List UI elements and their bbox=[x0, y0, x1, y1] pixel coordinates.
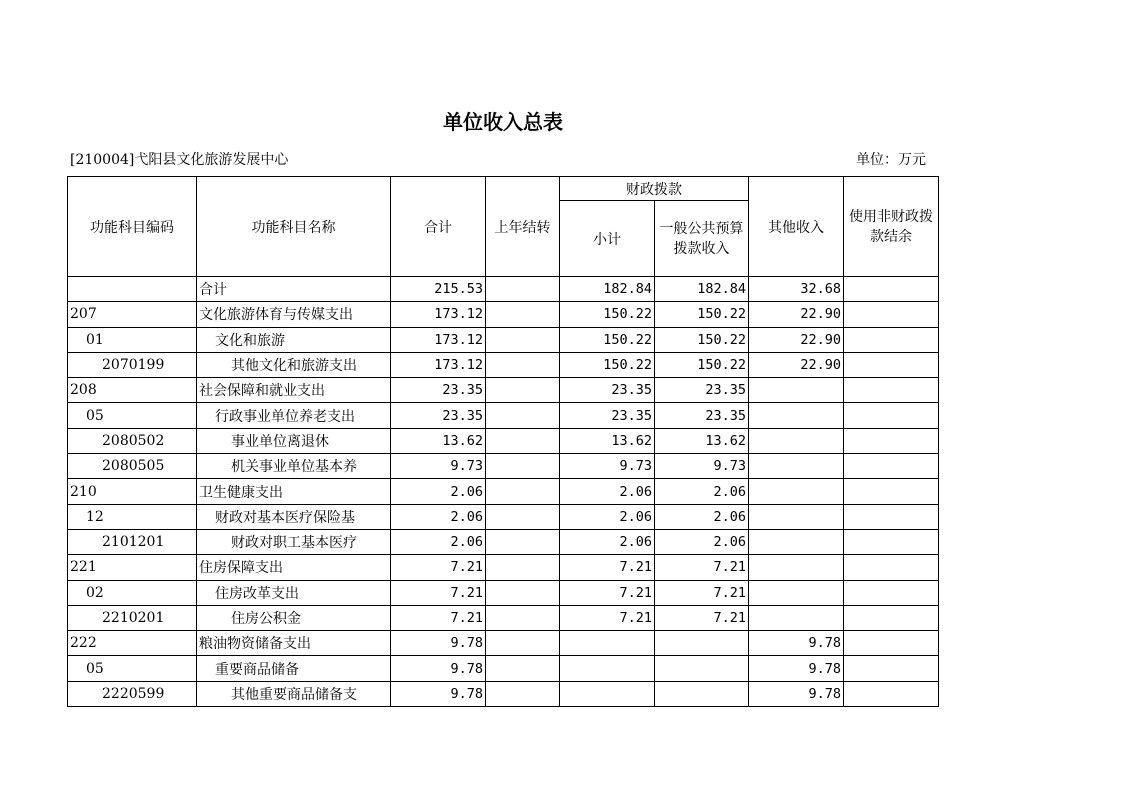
cell-general bbox=[655, 656, 749, 681]
cell-nonfiscal bbox=[844, 428, 939, 453]
cell-total: 173.12 bbox=[391, 302, 486, 327]
cell-nonfiscal bbox=[844, 378, 939, 403]
table-row bbox=[68, 656, 939, 681]
cell-general: 150.22 bbox=[655, 327, 749, 352]
cell-general: 13.62 bbox=[655, 428, 749, 453]
cell-carryover bbox=[486, 403, 560, 428]
cell-name: 住房保障支出 bbox=[197, 555, 391, 580]
header-carryover: 上年结转 bbox=[486, 177, 560, 277]
cell-name: 文化旅游体育与传媒支出 bbox=[197, 302, 391, 327]
cell-nonfiscal bbox=[844, 555, 939, 580]
cell-other: 32.68 bbox=[749, 277, 844, 302]
cell-subtotal: 2.06 bbox=[560, 479, 655, 504]
cell-nonfiscal bbox=[844, 681, 939, 706]
cell-name: 其他重要商品储备支 bbox=[197, 681, 391, 706]
table-row bbox=[68, 681, 939, 706]
cell-general: 9.73 bbox=[655, 454, 749, 479]
table-row bbox=[68, 631, 939, 656]
cell-subtotal bbox=[560, 631, 655, 656]
cell-other: 22.90 bbox=[749, 302, 844, 327]
cell-general: 2.06 bbox=[655, 479, 749, 504]
cell-carryover bbox=[486, 479, 560, 504]
unit-name: [210004]弋阳县文化旅游发展中心 bbox=[70, 152, 289, 168]
cell-code: 02 bbox=[68, 580, 197, 605]
cell-general bbox=[655, 631, 749, 656]
cell-general: 150.22 bbox=[655, 302, 749, 327]
cell-carryover bbox=[486, 327, 560, 352]
header-nonfiscal: 使用非财政拨款结余 bbox=[844, 177, 939, 277]
cell-name: 卫生健康支出 bbox=[197, 479, 391, 504]
cell-total: 2.06 bbox=[391, 504, 486, 529]
cell-total: 9.73 bbox=[391, 454, 486, 479]
cell-general: 7.21 bbox=[655, 555, 749, 580]
cell-other bbox=[749, 580, 844, 605]
cell-total: 7.21 bbox=[391, 555, 486, 580]
cell-name: 财政对职工基本医疗 bbox=[197, 529, 391, 554]
cell-carryover bbox=[486, 656, 560, 681]
cell-general: 150.22 bbox=[655, 352, 749, 377]
cell-subtotal bbox=[560, 681, 655, 706]
cell-general: 23.35 bbox=[655, 378, 749, 403]
cell-nonfiscal bbox=[844, 479, 939, 504]
cell-nonfiscal bbox=[844, 403, 939, 428]
cell-subtotal: 182.84 bbox=[560, 277, 655, 302]
cell-nonfiscal bbox=[844, 454, 939, 479]
cell-carryover bbox=[486, 681, 560, 706]
cell-total: 9.78 bbox=[391, 681, 486, 706]
cell-other bbox=[749, 378, 844, 403]
cell-carryover bbox=[486, 555, 560, 580]
cell-carryover bbox=[486, 504, 560, 529]
cell-code: 210 bbox=[68, 479, 197, 504]
cell-subtotal: 150.22 bbox=[560, 352, 655, 377]
table-row bbox=[68, 555, 939, 580]
cell-carryover bbox=[486, 277, 560, 302]
cell-name: 文化和旅游 bbox=[197, 327, 391, 352]
cell-total: 23.35 bbox=[391, 403, 486, 428]
cell-nonfiscal bbox=[844, 504, 939, 529]
cell-nonfiscal bbox=[844, 352, 939, 377]
cell-other bbox=[749, 428, 844, 453]
cell-general: 7.21 bbox=[655, 605, 749, 630]
cell-carryover bbox=[486, 631, 560, 656]
cell-other: 9.78 bbox=[749, 681, 844, 706]
cell-code: 208 bbox=[68, 378, 197, 403]
cell-subtotal bbox=[560, 656, 655, 681]
cell-general bbox=[655, 681, 749, 706]
cell-nonfiscal bbox=[844, 277, 939, 302]
table-row bbox=[68, 378, 939, 403]
cell-total: 9.78 bbox=[391, 631, 486, 656]
header-fiscal: 财政拨款 bbox=[560, 177, 749, 201]
table-row bbox=[68, 605, 939, 630]
cell-code: 01 bbox=[68, 327, 197, 352]
cell-subtotal: 7.21 bbox=[560, 580, 655, 605]
cell-name: 重要商品储备 bbox=[197, 656, 391, 681]
header-other: 其他收入 bbox=[749, 177, 844, 277]
header-total: 合计 bbox=[391, 177, 486, 277]
cell-total: 173.12 bbox=[391, 327, 486, 352]
cell-carryover bbox=[486, 605, 560, 630]
cell-nonfiscal bbox=[844, 656, 939, 681]
cell-general: 23.35 bbox=[655, 403, 749, 428]
cell-subtotal: 23.35 bbox=[560, 403, 655, 428]
cell-code: 2210201 bbox=[68, 605, 197, 630]
cell-total: 2.06 bbox=[391, 479, 486, 504]
cell-other: 9.78 bbox=[749, 656, 844, 681]
cell-other bbox=[749, 529, 844, 554]
cell-total: 173.12 bbox=[391, 352, 486, 377]
cell-subtotal: 13.62 bbox=[560, 428, 655, 453]
cell-subtotal: 9.73 bbox=[560, 454, 655, 479]
cell-name: 机关事业单位基本养 bbox=[197, 454, 391, 479]
cell-general: 182.84 bbox=[655, 277, 749, 302]
cell-other bbox=[749, 555, 844, 580]
header-name: 功能科目名称 bbox=[197, 177, 391, 277]
cell-general: 2.06 bbox=[655, 529, 749, 554]
cell-general: 7.21 bbox=[655, 580, 749, 605]
cell-name: 其他文化和旅游支出 bbox=[197, 352, 391, 377]
cell-nonfiscal bbox=[844, 529, 939, 554]
cell-code: 05 bbox=[68, 656, 197, 681]
cell-total: 2.06 bbox=[391, 529, 486, 554]
cell-total: 7.21 bbox=[391, 580, 486, 605]
cell-code: 05 bbox=[68, 403, 197, 428]
cell-subtotal: 23.35 bbox=[560, 378, 655, 403]
cell-code: 2070199 bbox=[68, 352, 197, 377]
table-row bbox=[68, 302, 939, 327]
cell-code: 222 bbox=[68, 631, 197, 656]
cell-total: 7.21 bbox=[391, 605, 486, 630]
table-row bbox=[68, 479, 939, 504]
cell-name: 行政事业单位养老支出 bbox=[197, 403, 391, 428]
table-row bbox=[68, 428, 939, 453]
table-row bbox=[68, 454, 939, 479]
cell-name: 社会保障和就业支出 bbox=[197, 378, 391, 403]
cell-carryover bbox=[486, 378, 560, 403]
cell-name: 粮油物资储备支出 bbox=[197, 631, 391, 656]
cell-carryover bbox=[486, 529, 560, 554]
cell-other bbox=[749, 454, 844, 479]
cell-name: 事业单位离退休 bbox=[197, 428, 391, 453]
cell-carryover bbox=[486, 352, 560, 377]
cell-nonfiscal bbox=[844, 302, 939, 327]
cell-other bbox=[749, 504, 844, 529]
cell-carryover bbox=[486, 428, 560, 453]
cell-other: 9.78 bbox=[749, 631, 844, 656]
income-table bbox=[67, 176, 939, 707]
cell-name: 合计 bbox=[197, 277, 391, 302]
cell-total: 215.53 bbox=[391, 277, 486, 302]
cell-carryover bbox=[486, 454, 560, 479]
table-row bbox=[68, 352, 939, 377]
cell-code: 207 bbox=[68, 302, 197, 327]
cell-nonfiscal bbox=[844, 605, 939, 630]
table-row bbox=[68, 529, 939, 554]
page-title: 单位收入总表 bbox=[443, 110, 563, 134]
cell-total: 23.35 bbox=[391, 378, 486, 403]
header-general: 一般公共预算拨款收入 bbox=[655, 201, 749, 277]
cell-other bbox=[749, 605, 844, 630]
cell-code: 2080505 bbox=[68, 454, 197, 479]
unit-label: 单位：万元 bbox=[856, 152, 926, 168]
cell-other bbox=[749, 403, 844, 428]
cell-name: 住房公积金 bbox=[197, 605, 391, 630]
cell-code: 12 bbox=[68, 504, 197, 529]
table-row bbox=[68, 277, 939, 302]
table-row bbox=[68, 504, 939, 529]
cell-code: 2220599 bbox=[68, 681, 197, 706]
table-row bbox=[68, 580, 939, 605]
cell-code bbox=[68, 277, 197, 302]
cell-other: 22.90 bbox=[749, 327, 844, 352]
cell-code: 2101201 bbox=[68, 529, 197, 554]
cell-nonfiscal bbox=[844, 631, 939, 656]
cell-name: 住房改革支出 bbox=[197, 580, 391, 605]
cell-total: 13.62 bbox=[391, 428, 486, 453]
cell-other: 22.90 bbox=[749, 352, 844, 377]
cell-total: 9.78 bbox=[391, 656, 486, 681]
cell-name: 财政对基本医疗保险基 bbox=[197, 504, 391, 529]
cell-subtotal: 150.22 bbox=[560, 302, 655, 327]
cell-nonfiscal bbox=[844, 327, 939, 352]
cell-other bbox=[749, 479, 844, 504]
cell-general: 2.06 bbox=[655, 504, 749, 529]
cell-carryover bbox=[486, 580, 560, 605]
cell-subtotal: 7.21 bbox=[560, 605, 655, 630]
table-row bbox=[68, 327, 939, 352]
cell-subtotal: 7.21 bbox=[560, 555, 655, 580]
header-subtotal: 小计 bbox=[560, 201, 655, 277]
cell-nonfiscal bbox=[844, 580, 939, 605]
cell-code: 2080502 bbox=[68, 428, 197, 453]
cell-subtotal: 2.06 bbox=[560, 529, 655, 554]
header-code: 功能科目编码 bbox=[68, 177, 197, 277]
cell-subtotal: 150.22 bbox=[560, 327, 655, 352]
table-row bbox=[68, 403, 939, 428]
cell-carryover bbox=[486, 302, 560, 327]
cell-subtotal: 2.06 bbox=[560, 504, 655, 529]
cell-code: 221 bbox=[68, 555, 197, 580]
table-body bbox=[68, 277, 939, 707]
